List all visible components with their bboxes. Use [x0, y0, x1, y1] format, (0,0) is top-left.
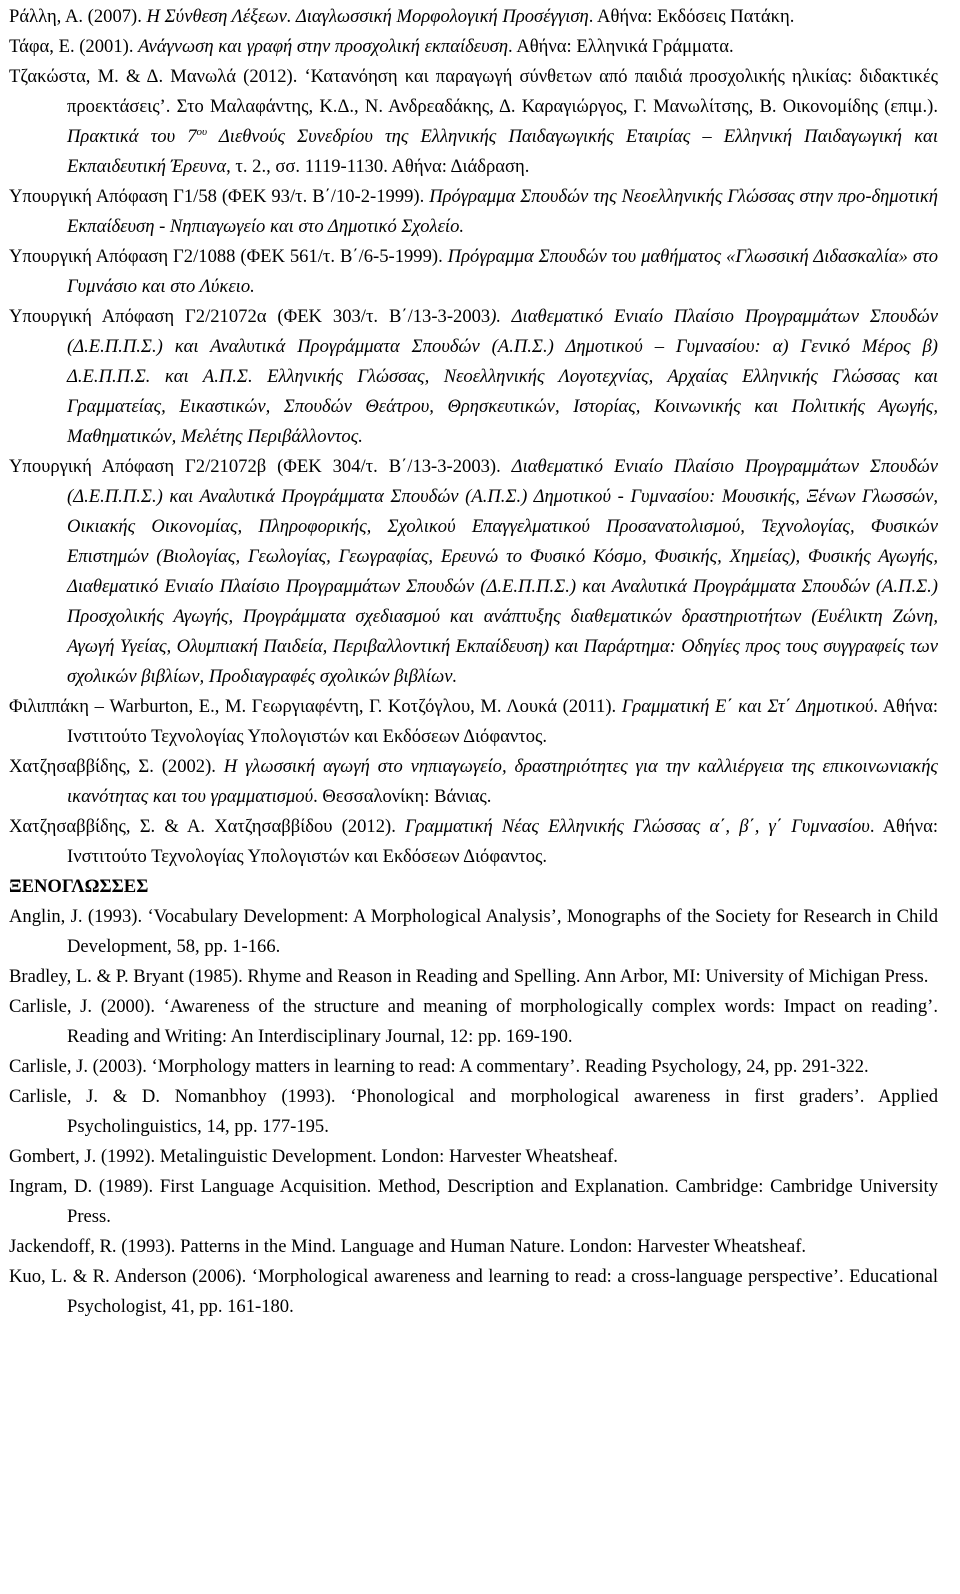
reference-entry [9, 812, 938, 872]
ref-publisher: . Αθήνα: Ινστιτούτο Τεχνολογίας Υπολογιστών και Εκδόσεων Διόφαντος. [67, 696, 938, 747]
ref-publisher: . Αθήνα: Ελληνικά Γράμματα. [508, 36, 734, 57]
section-heading: ΞΕΝΟΓΛΩΣΣΕΣ [9, 876, 149, 897]
ref-title: Διεθνούς Συνεδρίου της Ελληνικής Παιδαγωγικής Εταιρίας – Ελληνική Παιδαγωγική και Εκπαιδευτική Έρευνα [67, 126, 938, 177]
ref-publisher: . Αθήνα: Ινστιτούτο Τεχνολογίας Υπολογιστών και Εκδόσεων Διόφαντος. [67, 816, 938, 867]
ref-authors: Τάφα, Ε. (2001). [9, 36, 139, 57]
ref-title: Ανάγνωση και γραφή στην προσχολική εκπαίδευση [138, 36, 509, 57]
reference-entry [9, 242, 938, 302]
ref-authors: Υπουργική Απόφαση Γ2/21072α (ΦΕΚ 303/τ. Β΄/13-3-2003 [9, 306, 491, 327]
reference-entry: Carlisle, J. (2003). ‘Morphology matters in learning to read: A commentary’. Reading Psychology, 24, pp. 291-322. [9, 1056, 869, 1077]
ref-publisher: . Αθήνα: Εκδόσεις Πατάκη. [588, 6, 795, 27]
reference-entry [9, 452, 938, 692]
reference-entry: Carlisle, J. & D. Nomanbhoy (1993). ‘Phonological and morphological awareness in first graders’. Applied Psycholinguistics, 14, pp. 177-195. [9, 1086, 938, 1137]
ref-authors: Υπουργική Απόφαση Γ2/1088 (ΦΕΚ 561/τ. Β΄/6-5-1999). [9, 246, 448, 267]
ref-title: Γραμματική Ε΄ και Στ΄ Δημοτικού [621, 696, 874, 717]
reference-entry: Jackendoff, R. (1993). Patterns in the Mind. Language and Human Nature. London: Harvester Wheatsheaf. [9, 1236, 807, 1257]
ref-ordinal-superscript: ου [196, 125, 208, 138]
ref-publisher: , τ. 2., σσ. 1119-1130. Αθήνα: Διάδραση. [226, 156, 530, 177]
ref-authors: Υπουργική Απόφαση Γ2/21072β (ΦΕΚ 304/τ. Β΄/13-3-2003). [9, 456, 512, 477]
reference-entry [9, 2, 938, 32]
ref-authors: Χατζησαββίδης, Σ. & Α. Χατζησαββίδου (2012). [9, 816, 406, 837]
ref-title: ). Διαθεματικό Ενιαίο Πλαίσιο Προγραμμάτων Σπουδών (Δ.Ε.Π.Π.Σ.) και Αναλυτικά Προγράμματα Σπουδών (Α.Π.Σ.) Δημοτικού – Γυμνασίου: α) Γενικό Μέρος β) Δ.Ε.Π.Π.Σ. και Α.Π.Σ. Ελληνικής Γλώσσας, Νεοελληνικής Λογοτεχνίας, Αρχαίας Ελληνικής Γλώσσας και Γραμματείας, Εικαστικών, Σπουδών Θεάτρου, Θρησκευτικών, Ιστορίας, Κοινωνικής και Πολιτικής Αγωγής, Μαθηματικών, Μελέτης Περιβάλλοντος. [67, 306, 938, 447]
ref-publisher: . Θεσσαλονίκη: Βάνιας. [313, 786, 492, 807]
reference-entry: Carlisle, J. (2000). ‘Awareness of the structure and meaning of morphologically complex words: Impact on reading’. Reading and Writing: An Interdisciplinary Journal, 12: pp. 169-190. [9, 996, 938, 1047]
ref-title: Η γλωσσική αγωγή στο νηπιαγωγείο, δραστηριότητες για την καλλιέργεια της επικοινωνιακής ικανότητας και του γραμματισμού [67, 756, 938, 807]
ref-authors: Υπουργική Απόφαση Γ1/58 (ΦΕΚ 93/τ. Β΄/10-2-1999). [9, 186, 430, 207]
reference-entry [9, 692, 938, 752]
ref-authors: Φιλιππάκη – Warburton, Ε., Μ. Γεωργιαφέντη, Γ. Κοτζόγλου, Μ. Λουκά (2011). [9, 696, 622, 717]
reference-entry: Kuo, L. & R. Anderson (2006). ‘Morphological awareness and learning to read: a cross-language perspective’. Educational Psychologist, 41, pp. 161-180. [9, 1266, 938, 1317]
ref-authors: Ράλλη, Α. (2007). [9, 6, 147, 27]
reference-entry [9, 182, 938, 242]
ref-title: Πρόγραμμα Σπουδών της Νεοελληνικής Γλώσσας στην προ-δημοτική Εκπαίδευση - Νηπιαγωγείο και στο Δημοτικό Σχολείο. [67, 186, 938, 237]
ref-title: Πρόγραμμα Σπουδών του μαθήματος «Γλωσσική Διδασκαλία» στο Γυμνάσιο και στο Λύκειο. [67, 246, 938, 297]
reference-entry: Ingram, D. (1989). First Language Acquisition. Method, Description and Explanation. Cambridge: Cambridge University Press. [9, 1176, 938, 1227]
ref-title: Η Σύνθεση Λέξεων. Διαγλωσσική Μορφολογική Προσέγγιση [146, 6, 589, 27]
reference-entry [9, 32, 938, 62]
ref-title: Γραμματική Νέας Ελληνικής Γλώσσας α΄, β΄, γ΄ Γυμνασίου [405, 816, 870, 837]
reference-entry: Gombert, J. (1992). Metalinguistic Development. London: Harvester Wheatsheaf. [9, 1146, 618, 1167]
reference-entry: Anglin, J. (1993). ‘Vocabulary Development: A Morphological Analysis’, Monographs of the Society for Research in Child Development, 58, pp. 1-166. [9, 906, 938, 957]
ref-authors: Χατζησαββίδης, Σ. (2002). [9, 756, 224, 777]
reference-entry [9, 62, 938, 182]
ref-authors: Τζακώστα, Μ. & Δ. Μανωλά (2012). ‘Κατανόηση και παραγωγή σύνθετων από παιδιά προσχολικής ηλικίας: διδακτικές προεκτάσεις’. Στο Μαλαφάντης, Κ.Δ., Ν. Ανδρεαδάκης, Δ. Καραγιώργος, Γ. Μανωλίτσης, Β. Οικονομίδης (επιμ.). [9, 66, 938, 117]
ref-title: Πρακτικά του 7 [67, 126, 197, 147]
ref-title: Διαθεματικό Ενιαίο Πλαίσιο Προγραμμάτων Σπουδών (Δ.Ε.Π.Π.Σ.) και Αναλυτικά Προγράμματα Σπουδών (Α.Π.Σ.) Δημοτικού - Γυμνασίου: Μουσικής, Ξένων Γλωσσών, Οικιακής Οικονομίας, Πληροφορικής, Σχολικού Επαγγελματικού Προσανατολισμού, Τεχνολογίας, Φυσικών Επιστημών (Βιολογίας, Γεωλογίας, Γεωγραφίας, Ερευνώ το Φυσικό Κόσμο, Φυσικής, Χημείας), Φυσικής Αγωγής, Διαθεματικό Ενιαίο Πλαίσιο Προγραμμάτων Σπουδών (Δ.Ε.Π.Π.Σ.) και Αναλυτικά Προγράμματα Σπουδών (Α.Π.Σ.) Προσχολικής Αγωγής, Προγράμματα σχεδιασμού και ανάπτυξης διαθεματικών δραστηριοτήτων (Ευέλικτη Ζώνη, Αγωγή Υγείας, Ολυμπιακή Παιδεία, Περιβαλλοντική Εκπαίδευση) και Παράρτημα: Οδηγίες προς τους συγγραφείς των σχολικών βιβλίων, Προδιαγραφές σχολικών βιβλίων. [67, 456, 938, 687]
reference-entry: Bradley, L. & P. Bryant (1985). Rhyme and Reason in Reading and Spelling. Ann Arbor, MI: University of Michigan Press. [9, 966, 929, 987]
reference-entry [9, 752, 938, 812]
reference-entry [9, 302, 938, 452]
